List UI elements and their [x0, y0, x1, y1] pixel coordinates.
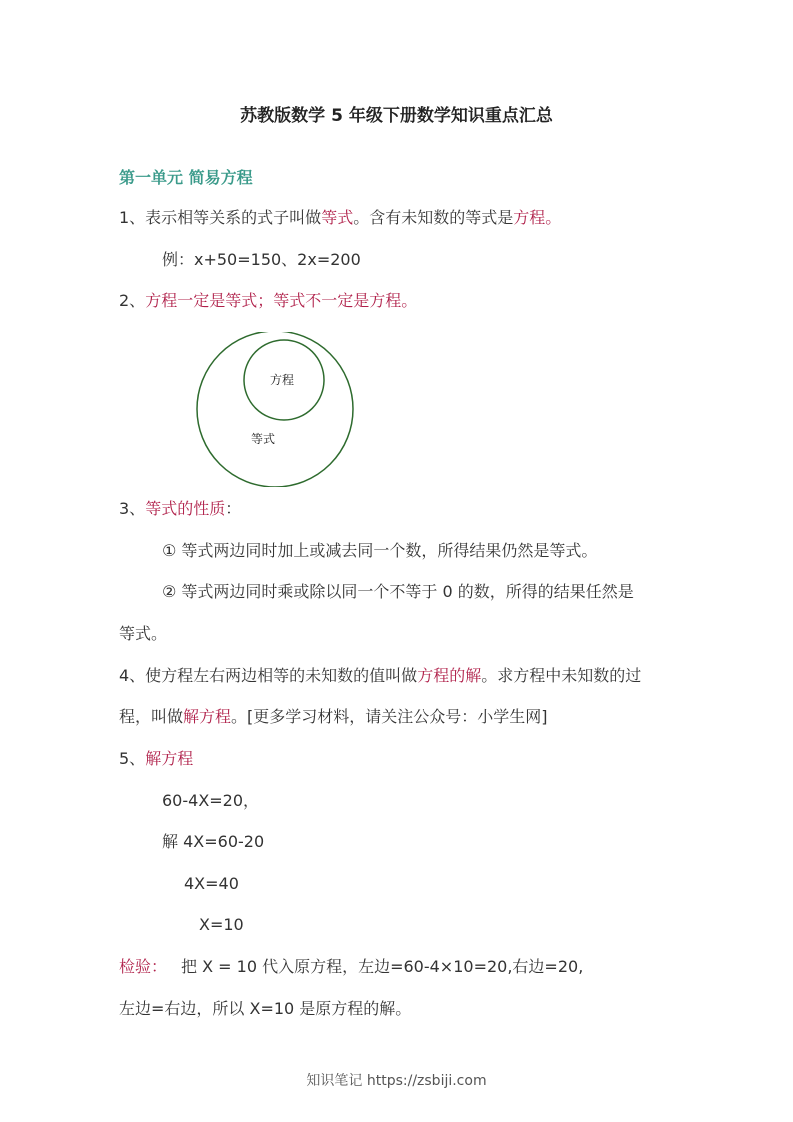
- equation-step-1: 60-4X=20，: [162, 791, 260, 810]
- property-2: ② 等式两边同时乘或除以同一个不等于 0 的数，所得的结果任然是: [162, 582, 634, 601]
- p3-colon: ：: [225, 499, 242, 518]
- p5-term-solve: 解方程: [145, 749, 194, 768]
- check-conclusion: 左边=右边，所以 X=10 是原方程的解。: [119, 999, 412, 1018]
- equation-step-4: X=10: [199, 915, 244, 934]
- check-label: 检验：: [119, 957, 168, 976]
- p3-number: 3、: [119, 499, 146, 518]
- p2-period: 。: [401, 291, 418, 310]
- check-line: [119, 956, 583, 978]
- check-text: 把 X = 10 代入原方程，左边=60-4×10=20,右边=20,: [181, 957, 584, 976]
- equation-step-2: 解 4X=60-20: [162, 832, 265, 851]
- p1-term-fangcheng: 方程: [513, 208, 546, 227]
- venn-inner-label: 方程: [270, 373, 295, 387]
- unit-heading: 第一单元 简易方程: [119, 168, 253, 187]
- venn-svg: [190, 332, 360, 487]
- paragraph-2: [119, 290, 417, 312]
- p2-number: 2、: [119, 291, 146, 310]
- outer-circle-equation: [197, 332, 353, 487]
- p4-text-c: 。求方程中未知数的过: [481, 666, 642, 685]
- p4-2-text-c: 。[更多学习材料，请关注公众号：小学生网]: [231, 707, 548, 726]
- p1-term-equation: 等式: [321, 208, 354, 227]
- paragraph-4-continued: [119, 706, 548, 728]
- p4-2-term-solving: 解方程: [183, 707, 232, 726]
- p3-term-properties: 等式的性质: [145, 499, 226, 518]
- paragraph-5: [119, 748, 193, 770]
- p4-2-text-a: 程，叫做: [119, 707, 184, 726]
- paragraph-4: [119, 665, 641, 687]
- property-1: ① 等式两边同时加上或减去同一个数，所得结果仍然是等式。: [162, 541, 598, 560]
- venn-diagram: [190, 332, 360, 487]
- venn-outer-label: 等式: [251, 432, 276, 446]
- footer-watermark: 知识笔记 https://zsbiji.com: [306, 1073, 487, 1089]
- p2-statement: 方程一定是等式；等式不一定是方程: [145, 291, 402, 310]
- equation-step-3: 4X=40: [184, 874, 239, 893]
- p5-number: 5、: [119, 749, 146, 768]
- p1-text-a: 1、表示相等关系的式子叫做: [119, 208, 322, 227]
- p4-text-a: 4、使方程左右两边相等的未知数的值叫做: [119, 666, 418, 685]
- p1-text-e: 。: [545, 208, 562, 227]
- paragraph-1: [119, 207, 561, 229]
- property-2-continued: 等式。: [119, 624, 168, 643]
- page-title: 苏教版数学 5 年级下册数学知识重点汇总: [240, 106, 553, 126]
- paragraph-3: [119, 498, 241, 520]
- example-line: 例：x+50=150、2x=200: [162, 250, 361, 269]
- p1-text-c: 。含有未知数的等式是: [353, 208, 514, 227]
- p4-term-solution: 方程的解: [417, 666, 482, 685]
